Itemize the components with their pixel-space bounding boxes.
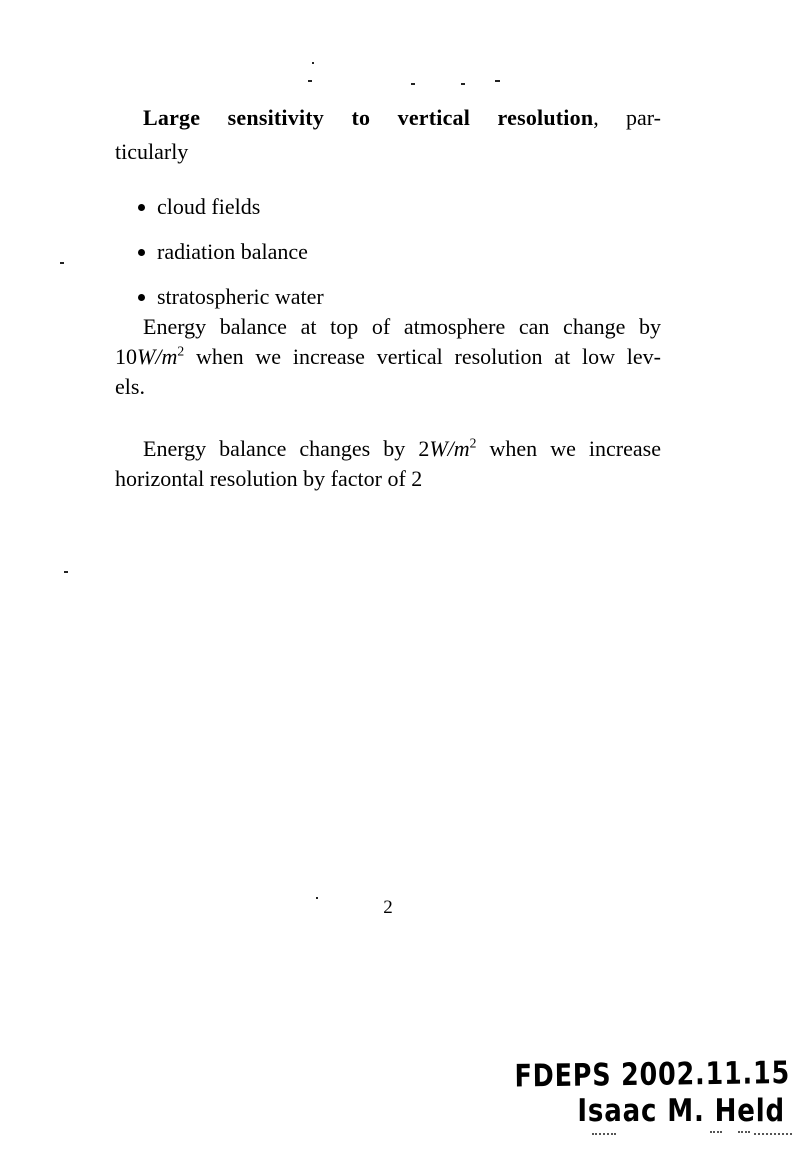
bullet-item — [115, 240, 661, 264]
body-text: horizontal resolution by factor of 2 — [115, 466, 423, 491]
text-column — [115, 101, 661, 330]
superscript: 2 — [469, 435, 477, 451]
bullet-label: stratospheric water — [157, 284, 324, 309]
heading — [115, 101, 661, 169]
bullet-label: cloud fields — [157, 194, 261, 219]
heading-bold-text: Large sensitivity to vertical resolution — [143, 105, 594, 130]
paragraph-horizontal-resolution — [115, 434, 661, 494]
body-text: 10 — [115, 344, 137, 369]
handwritten-date: FDEPS 2002.11.15 — [514, 1055, 791, 1095]
scan-speck — [60, 262, 64, 264]
paragraph-line — [115, 372, 661, 402]
handwritten-note — [454, 1054, 790, 1130]
bullet-icon — [138, 249, 145, 256]
body-text: els. — [115, 374, 145, 399]
heading-tail-text: , par- — [593, 105, 662, 130]
dotted-underline — [738, 1131, 750, 1133]
body-text: when we increase — [476, 436, 661, 461]
dotted-underline — [754, 1133, 792, 1135]
scan-speck — [495, 80, 500, 82]
math-text: W/m — [429, 436, 470, 461]
bullet-list — [115, 195, 661, 309]
page-number: 2 — [383, 897, 393, 918]
paragraph-line — [115, 342, 661, 372]
scan-speck — [461, 83, 465, 85]
body-text: Energy balance at top of atmosphere can change by — [143, 314, 661, 339]
heading-line-1 — [115, 101, 661, 135]
handwritten-signature: Isaac M. Held — [577, 1093, 785, 1129]
bullet-label: radiation balance — [157, 239, 308, 264]
superscript: 2 — [177, 343, 185, 359]
math-text: W/m — [137, 344, 178, 369]
body-text: Energy balance changes by 2 — [143, 436, 430, 461]
bullet-item — [115, 285, 661, 309]
scan-speck — [308, 80, 312, 82]
scan-speck — [64, 571, 68, 573]
paragraph-vertical-resolution — [115, 312, 661, 402]
bullet-item — [115, 195, 661, 219]
dotted-underline — [592, 1133, 616, 1135]
paragraph-line — [115, 312, 661, 342]
paragraph-line — [115, 464, 661, 494]
dotted-underline — [710, 1131, 722, 1133]
heading-line-2: ticularly — [115, 139, 189, 164]
paragraph-line — [115, 434, 661, 464]
body-text: when we increase vertical resolution at low lev- — [184, 344, 661, 369]
scan-speck — [312, 62, 314, 64]
bullet-icon — [138, 294, 145, 301]
bullet-icon — [138, 204, 145, 211]
scan-speck — [411, 83, 415, 85]
